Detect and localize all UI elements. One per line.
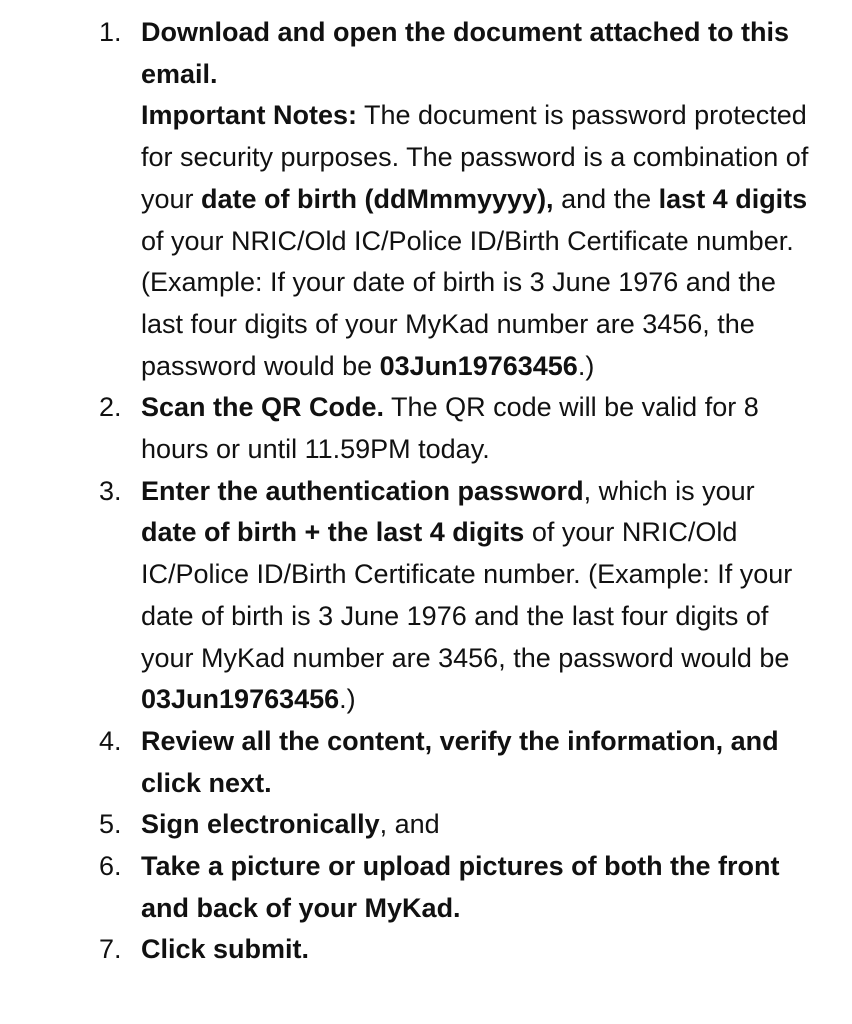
note-bold-date-of-birth: date of birth (ddMmmyyyy), <box>201 183 554 214</box>
step-bold-text: Take a picture or upload pictures of both the front and back of your MyKad. <box>141 851 780 923</box>
step-number: 6. <box>99 851 122 882</box>
important-notes-label: Important Notes: <box>141 100 357 131</box>
step-number: 5. <box>99 809 122 840</box>
step-6 <box>0 846 852 929</box>
step-body <box>141 471 812 721</box>
note-text: of your NRIC/Old IC/Police ID/Birth Certificate number. (Example: If your date of birth is 3 June 1976 and the last four digits of your MyKad number are 3456, the password would be <box>141 225 794 381</box>
step-3 <box>0 471 852 721</box>
step-bold-text: Scan the QR Code. <box>141 392 385 423</box>
step-bold-text: Enter the authentication password <box>141 475 584 506</box>
step-body <box>141 804 812 846</box>
step-bold-text: date of birth + the last 4 digits <box>141 517 525 548</box>
step-title-text: Download and open the document attached to this email. <box>141 17 790 89</box>
note-text: .) <box>577 350 595 381</box>
note-text: and the <box>553 183 659 214</box>
step-1 <box>0 12 852 387</box>
step-title <box>141 12 812 95</box>
example-password: 03Jun19763456 <box>141 684 340 715</box>
step-body <box>141 387 812 470</box>
step-bold-text: Click submit. <box>141 934 310 965</box>
step-body <box>141 721 812 804</box>
step-2 <box>0 387 852 470</box>
step-text: .) <box>339 684 356 715</box>
step-text: of your NRIC/Old IC/Police ID/Birth Certificate number. (Example: If your date of birth is 3 June 1976 and the last four digits of your MyKad number are 3456, the password would be <box>141 517 793 673</box>
step-number: 1. <box>99 17 122 47</box>
note-bold-last-digits: last 4 digits <box>658 183 808 214</box>
step-number: 3. <box>99 475 122 506</box>
step-text: , and <box>379 809 440 840</box>
step-7 <box>0 929 852 971</box>
instructions-document <box>0 12 852 971</box>
note-text: The document is password protected for security purposes. The password is a combination of your <box>141 100 809 214</box>
step-body <box>141 846 812 929</box>
step-number: 4. <box>99 725 122 756</box>
important-notes <box>141 95 812 387</box>
step-number: 7. <box>99 934 122 965</box>
step-5 <box>0 804 852 846</box>
step-4 <box>0 721 852 804</box>
example-password: 03Jun19763456 <box>379 350 578 381</box>
step-number: 2. <box>99 392 122 423</box>
step-text: The QR code will be valid for 8 hours or until 11.59PM today. <box>141 392 759 465</box>
step-bold-text: Review all the content, verify the information, and click next. <box>141 725 779 798</box>
step-text: , which is your <box>583 475 755 506</box>
steps-list <box>0 12 852 971</box>
step-body <box>141 929 812 971</box>
step-bold-text: Sign electronically <box>141 809 380 840</box>
